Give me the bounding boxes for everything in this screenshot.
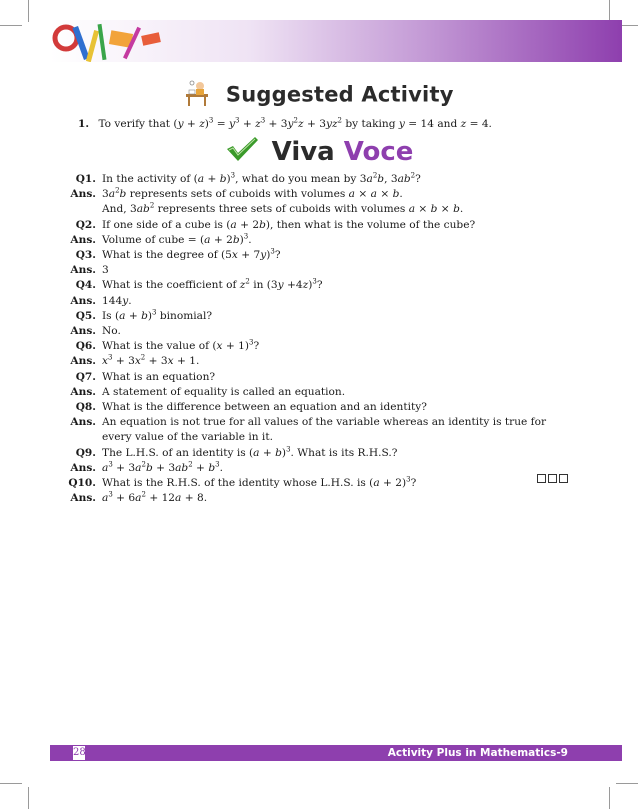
row-text: No.: [102, 325, 121, 338]
row-label: Ans.: [70, 188, 96, 201]
question-row: [66, 446, 571, 461]
row-text: $a^3 + 3a^2b + 3ab^2 + b^3$.: [102, 460, 223, 474]
suggested-activity-heading: [0, 80, 638, 111]
answer-row: [66, 294, 571, 309]
row-text: 3: [102, 264, 109, 277]
row-text: 144y.: [102, 294, 132, 307]
suggested-activity-title: Suggested Activity: [225, 82, 454, 107]
question-row: [66, 370, 571, 385]
crop-mark: [28, 0, 29, 22]
row-label: Ans.: [70, 492, 96, 505]
answer-row: [66, 187, 571, 202]
row-label: Ans.: [70, 264, 96, 277]
row-text: Volume of cube = $(a + 2b)^3$.: [102, 232, 252, 246]
row-text: $x^3 + 3x^2 + 3x + 1$.: [102, 353, 200, 368]
row-label: Q5.: [75, 309, 96, 322]
answer-row: [66, 202, 571, 217]
crop-mark: [28, 787, 29, 809]
row-label: Q8.: [75, 401, 96, 414]
answer-row: [66, 233, 571, 248]
row-label: Q10.: [68, 477, 96, 490]
row-label: Ans.: [70, 461, 96, 474]
row-text: What is an equation?: [102, 370, 216, 383]
page-number: 28: [72, 745, 86, 761]
answer-row: [66, 461, 571, 476]
row-text: What is the degree of $(5x + 7y)^3$?: [102, 247, 281, 262]
answer-row: [66, 415, 571, 445]
row-label: Ans.: [70, 385, 96, 398]
row-text: Is $(a + b)^3$ binomial?: [102, 308, 213, 322]
question-row: [66, 218, 571, 233]
student-at-desk-icon: [184, 80, 214, 111]
question-row: [66, 172, 571, 187]
crop-mark: [609, 787, 610, 809]
answer-row: [66, 491, 571, 506]
crop-mark: [616, 783, 638, 784]
question-row: [66, 339, 571, 354]
viva-voce-list: [66, 172, 571, 506]
answer-row: [66, 263, 571, 278]
row-label: Q6.: [75, 340, 96, 353]
row-label: Ans.: [70, 355, 96, 368]
row-label: Ans.: [70, 294, 96, 307]
crop-mark: [0, 25, 22, 26]
end-box-icon: [548, 474, 557, 483]
question-row: [66, 278, 571, 293]
row-text: A statement of equality is called an equation.: [102, 385, 346, 398]
row-text: What is the difference between an equation and an identity?: [102, 401, 427, 414]
checkmark-icon: [225, 136, 259, 169]
row-text: And, $3ab^2$ represents three sets of cuboids with volumes a × b × b.: [102, 201, 464, 216]
row-text: An equation is not true for all values of the variable whereas an identity is true for every value of the variable in it.: [102, 416, 547, 444]
row-label: Q4.: [75, 279, 96, 292]
row-text: What is the value of $(x + 1)^3$?: [102, 338, 260, 353]
activity-item: [78, 118, 492, 130]
row-label: Q1.: [75, 173, 96, 185]
activity-item-text: To verify that $(y + z)^3 = y^3 + z^3 + 3y^2z + 3yz^2$ by taking y = 14 and z = 4.: [98, 116, 492, 130]
question-row: [66, 476, 571, 491]
row-label: Ans.: [70, 416, 96, 429]
question-row: [66, 309, 571, 324]
end-of-section-marks: [537, 474, 568, 483]
answer-row: [66, 385, 571, 400]
row-label: Q7.: [75, 370, 96, 383]
row-text: What is the coefficient of $z^2$ in $(3y +4z)^3$?: [102, 277, 323, 292]
answer-row: [66, 324, 571, 339]
row-label: Q3.: [75, 249, 96, 262]
crop-mark: [0, 783, 22, 784]
row-label: Q2.: [75, 218, 96, 231]
row-label: [66, 202, 96, 217]
crop-mark: [609, 0, 610, 22]
end-box-icon: [559, 474, 568, 483]
end-box-icon: [537, 474, 546, 483]
question-row: [66, 248, 571, 263]
question-row: [66, 400, 571, 415]
row-text: $a^3 + 6a^2 + 12a + 8$.: [102, 490, 208, 505]
answer-row: [66, 354, 571, 369]
row-text: What is the R.H.S. of the identity whose L.H.S. is $(a + 2)^3$?: [102, 475, 417, 490]
viva-voce-heading: [0, 136, 638, 169]
row-text: If one side of a cube is (a + 2b), then what is the volume of the cube?: [102, 218, 476, 231]
row-text: In the activity of $(a + b)^3$, what do you mean by $3a^2b$, $3ab^2$?: [102, 171, 421, 185]
row-text: $3a^2b$ represents sets of cuboids with volumes a × a × b.: [102, 186, 403, 201]
voce-title: Voce: [343, 137, 414, 167]
row-label: Ans.: [70, 233, 96, 246]
banner-stationery-illustration: [50, 20, 170, 62]
viva-title: Viva: [271, 137, 335, 167]
book-title: Activity Plus in Mathematics-9: [387, 747, 568, 759]
activity-item-number: 1.: [78, 118, 90, 130]
row-text: The L.H.S. of an identity is $(a + b)^3$. What is its R.H.S.?: [102, 445, 398, 459]
row-label: Q9.: [75, 446, 96, 459]
row-label: Ans.: [70, 325, 96, 338]
